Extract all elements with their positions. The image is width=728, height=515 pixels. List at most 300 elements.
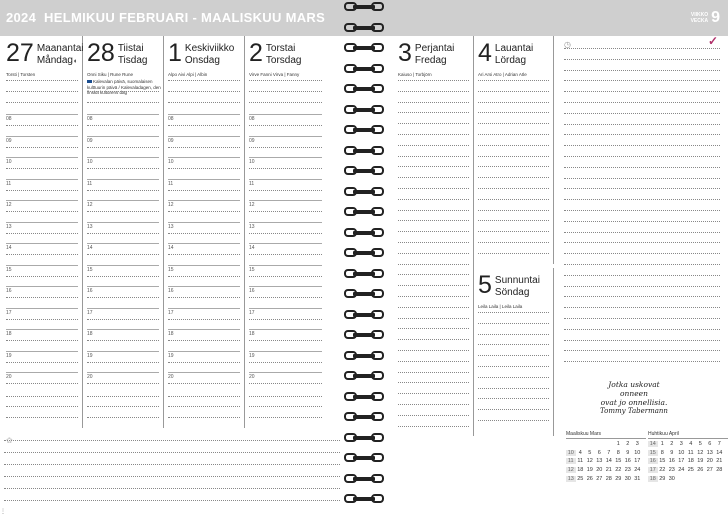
hour-label: 14 (87, 245, 93, 251)
hour-line (249, 179, 322, 180)
day-column (474, 268, 554, 436)
hour-label: 18 (249, 331, 255, 337)
writing-line (398, 372, 469, 373)
half-hour-line (87, 276, 159, 277)
spiral-coil (344, 310, 384, 319)
calendar-title: Maaliskuu Mars (566, 431, 646, 439)
date-cell: 25 (687, 467, 694, 474)
calendar-row (566, 474, 646, 483)
hour-line (87, 200, 159, 201)
date-cell: 21 (605, 467, 612, 474)
hour-label: 16 (249, 288, 255, 294)
half-hour-line (168, 211, 240, 212)
writing-line (6, 80, 78, 81)
week-number-cell: 13 (567, 475, 574, 482)
writing-line (478, 123, 549, 124)
hour-line (87, 222, 159, 223)
hour-label: 11 (6, 180, 12, 187)
date-cell: 24 (634, 467, 641, 474)
hour-label: 11 (87, 180, 93, 187)
quote-line: Jotka uskovat (608, 380, 660, 389)
writing-line (398, 274, 469, 275)
week-number-cell: 17 (649, 467, 656, 474)
spiral-coil (344, 84, 384, 93)
hour-line (249, 200, 322, 201)
hour-line (168, 372, 240, 373)
day-name-sv: Måndag (36, 55, 73, 66)
notes-line (4, 500, 340, 501)
spiral-coil (344, 207, 384, 216)
notes-area (0, 434, 344, 504)
writing-line (87, 91, 159, 92)
half-hour-line (6, 383, 78, 384)
date-cell: 22 (659, 467, 666, 474)
hour-label: 20 (249, 374, 255, 380)
corner-marks: ⋮ (0, 509, 6, 515)
hour-label: 17 (87, 309, 93, 316)
hour-line (168, 114, 240, 115)
day-header (478, 272, 540, 300)
writing-line (398, 328, 469, 329)
date-cell: 3 (635, 441, 639, 448)
hour-label: 15 (249, 266, 255, 273)
hour-label: 08 (87, 116, 93, 122)
hour-line (6, 136, 78, 137)
hour-line (168, 243, 240, 244)
half-hour-line (87, 168, 159, 169)
spiral-bar (353, 456, 375, 460)
quote-line: ovat jo onnellisia. (600, 398, 668, 407)
spiral-bar (353, 395, 375, 399)
week-number-cell: 18 (649, 475, 656, 482)
hour-label: 20 (6, 374, 12, 380)
calendar-row (566, 440, 646, 449)
day-names (266, 40, 302, 67)
hour-label: 11 (249, 180, 255, 187)
date-cell: 6 (708, 441, 712, 448)
week-number-cell: 10 (567, 449, 574, 456)
spiral-coil (344, 64, 384, 73)
hour-label: 12 (168, 202, 174, 208)
writing-line (478, 231, 549, 232)
hour-line (249, 308, 322, 309)
day-column (164, 36, 245, 428)
day-names (495, 272, 540, 299)
hour-line (249, 351, 322, 352)
hour-label: 13 (6, 223, 12, 230)
spiral-bar (353, 477, 375, 481)
writing-line (478, 102, 549, 103)
half-hour-line (87, 319, 159, 320)
writing-line (398, 264, 469, 265)
writing-line (478, 210, 549, 211)
spiral-coil (344, 330, 384, 339)
week-indicator (691, 6, 720, 30)
date-cell: 15 (659, 458, 666, 465)
notes-line (4, 464, 340, 465)
date-cell: 12 (586, 458, 593, 465)
hour-label: 15 (6, 266, 12, 273)
writing-line (478, 112, 549, 113)
date-cell: 13 (596, 458, 603, 465)
spiral-coil (344, 289, 384, 298)
hour-line (6, 308, 78, 309)
writing-line (478, 188, 549, 189)
hour-label: 19 (168, 352, 174, 359)
half-hour-line (249, 276, 322, 277)
writing-line (249, 91, 322, 92)
date-cell: 4 (689, 441, 693, 448)
spiral-coil (344, 228, 384, 237)
writing-line (478, 177, 549, 178)
hour-line (87, 243, 159, 244)
writing-line (87, 396, 159, 397)
writing-line (398, 102, 469, 103)
half-hour-line (87, 362, 159, 363)
date-cell: 17 (634, 458, 641, 465)
spiral-bar (353, 67, 375, 71)
half-hour-line (6, 340, 78, 341)
writing-line (168, 102, 240, 103)
date-cell: 18 (687, 458, 694, 465)
hour-label: 17 (249, 309, 255, 316)
writing-line (398, 242, 469, 243)
day-name-sv: Onsdag (184, 55, 220, 66)
spiral-coil (344, 494, 384, 503)
date-cell: 16 (668, 458, 675, 465)
writing-line (168, 80, 240, 81)
hour-label: 16 (87, 288, 93, 294)
hour-line (168, 157, 240, 158)
writing-line (478, 409, 549, 410)
name-day: Kaiuso | Torbjörn (398, 72, 432, 77)
hour-label: 11 (168, 180, 174, 187)
spiral-bar (353, 251, 375, 255)
spiral-coil (344, 269, 384, 278)
date-cell: 20 (706, 458, 713, 465)
date-cell: 26 (697, 467, 704, 474)
date-cell: 29 (659, 475, 666, 482)
spiral-bar (353, 497, 375, 501)
moon-phase-icon: ◐ (73, 58, 78, 65)
half-hour-line (87, 211, 159, 212)
hour-line (168, 329, 240, 330)
date-cell: 7 (607, 449, 611, 456)
spiral-bar (353, 5, 375, 9)
date-cell: 9 (626, 449, 630, 456)
date-cell: 29 (615, 475, 622, 482)
day-number: 5 (478, 271, 492, 299)
todo-line (564, 113, 720, 114)
hour-label: 12 (87, 202, 93, 208)
date-cell: 24 (678, 467, 685, 474)
spiral-coil (344, 125, 384, 134)
writing-line (398, 296, 469, 297)
spiral-binding (340, 0, 388, 515)
writing-line (398, 339, 469, 340)
writing-line (478, 355, 549, 356)
calendar-row (648, 474, 728, 483)
hour-label: 20 (168, 374, 174, 380)
writing-line (249, 102, 322, 103)
date-cell: 13 (706, 449, 713, 456)
hour-line (249, 243, 322, 244)
hour-line (6, 286, 78, 287)
date-cell: 11 (687, 449, 694, 456)
hour-line (6, 265, 78, 266)
writing-line (398, 199, 469, 200)
date-cell: 2 (670, 441, 674, 448)
date-cell: 27 (596, 475, 603, 482)
hour-line (249, 136, 322, 137)
hour-label: 16 (6, 288, 12, 294)
half-hour-line (249, 362, 322, 363)
writing-line (398, 134, 469, 135)
writing-line (398, 166, 469, 167)
writing-line (87, 102, 159, 103)
notes-line (4, 488, 340, 489)
checkmark-icon: ✓ (707, 34, 718, 48)
date-cell: 31 (634, 475, 641, 482)
notes-line (4, 440, 340, 441)
todo-line (564, 178, 720, 179)
date-cell: 1 (660, 441, 664, 448)
calendar-row (648, 466, 728, 475)
writing-line (398, 307, 469, 308)
hour-label: 18 (6, 331, 12, 337)
writing-line (398, 123, 469, 124)
todo-line (564, 307, 720, 308)
calendar-row (648, 457, 728, 466)
writing-line (478, 398, 549, 399)
hour-label: 14 (168, 245, 174, 251)
writing-line (398, 426, 469, 427)
spiral-coil (344, 166, 384, 175)
spiral-coil (344, 2, 384, 11)
date-cell: 19 (697, 458, 704, 465)
spiral-coil (344, 43, 384, 52)
left-page (0, 36, 344, 515)
day-name-fi: Lauantai (494, 43, 534, 54)
hour-label: 13 (249, 223, 255, 230)
hour-line (168, 286, 240, 287)
date-cell: 28 (716, 467, 723, 474)
hour-line (6, 329, 78, 330)
writing-line (478, 366, 549, 367)
date-cell: 28 (605, 475, 612, 482)
spiral-bar (353, 26, 375, 30)
half-hour-line (6, 362, 78, 363)
calendar-row (566, 457, 646, 466)
leaf-icon: ✿ (6, 436, 13, 445)
half-hour-line (168, 319, 240, 320)
hour-line (249, 114, 322, 115)
todo-line (564, 102, 720, 103)
hour-label: 10 (249, 159, 255, 165)
date-cell: 20 (596, 467, 603, 474)
day-number: 1 (168, 39, 182, 67)
day-header (168, 40, 234, 68)
date-cell: 2 (626, 441, 630, 448)
todo-line (564, 253, 720, 254)
hour-label: 10 (168, 159, 174, 165)
day-number: 28 (87, 39, 115, 67)
date-cell: 11 (577, 458, 584, 465)
hour-label: 14 (249, 245, 255, 251)
writing-line (398, 80, 469, 81)
hour-label: 19 (6, 352, 12, 359)
hour-line (168, 179, 240, 180)
day-number: 4 (478, 39, 492, 67)
day-number: 27 (6, 39, 34, 67)
hour-label: 15 (87, 266, 93, 273)
writing-line (398, 382, 469, 383)
date-cell: 22 (615, 467, 622, 474)
date-cell: 27 (706, 467, 713, 474)
calendar-title: Huhtikuu April (648, 431, 728, 439)
hour-label: 08 (249, 116, 255, 122)
writing-line (398, 285, 469, 286)
date-cell: 23 (668, 467, 675, 474)
spiral-bar (353, 313, 375, 317)
todo-line (564, 59, 720, 60)
todo-line (564, 340, 720, 341)
date-cell: 10 (678, 449, 685, 456)
hour-line (249, 157, 322, 158)
date-cell: 8 (616, 449, 620, 456)
half-hour-line (168, 254, 240, 255)
writing-line (398, 393, 469, 394)
writing-line (398, 415, 469, 416)
half-hour-line (6, 254, 78, 255)
writing-line (398, 145, 469, 146)
right-page (384, 36, 728, 515)
todo-line (564, 264, 720, 265)
week-number: 9 (711, 9, 720, 26)
hour-line (87, 351, 159, 352)
hour-line (168, 200, 240, 201)
day-name-sv: Fredag (414, 55, 447, 66)
day-name-sv: Söndag (494, 287, 530, 298)
name-day: Onni Siku | Rune Rune (87, 72, 133, 77)
writing-line (249, 417, 322, 418)
day-name-sv: Torsdag (265, 55, 302, 66)
day-column (245, 36, 326, 428)
half-hour-line (168, 276, 240, 277)
flag-icon (87, 80, 92, 83)
spiral-coil (344, 474, 384, 483)
date-cell: 19 (586, 467, 593, 474)
day-column (83, 36, 164, 428)
spiral-bar (353, 108, 375, 112)
calendar-row (648, 440, 728, 449)
notes-line (4, 476, 340, 477)
day-header (87, 40, 147, 68)
writing-line (478, 91, 549, 92)
date-cell: 15 (615, 458, 622, 465)
day-number: 3 (398, 39, 412, 67)
half-hour-line (87, 233, 159, 234)
day-names (185, 40, 234, 67)
todo-line (564, 70, 720, 71)
calendar-row (566, 449, 646, 458)
hour-line (168, 222, 240, 223)
hour-label: 19 (249, 352, 255, 359)
writing-line (398, 210, 469, 211)
week-number-cell: 11 (567, 458, 574, 465)
hour-line (168, 136, 240, 137)
day-name-fi: Torstai (265, 43, 296, 54)
writing-line (168, 406, 240, 407)
hour-line (249, 286, 322, 287)
date-cell: 18 (577, 467, 584, 474)
hour-label: 12 (249, 202, 255, 208)
half-hour-line (249, 147, 322, 148)
spiral-coil (344, 187, 384, 196)
half-hour-line (168, 362, 240, 363)
day-name-fi: Sunnuntai (494, 275, 540, 286)
half-hour-line (168, 125, 240, 126)
writing-line (6, 417, 78, 418)
spiral-bar (353, 415, 375, 419)
writing-line (249, 406, 322, 407)
todo-line (564, 318, 720, 319)
hour-label: 08 (168, 116, 174, 122)
hour-line (168, 265, 240, 266)
half-hour-line (6, 190, 78, 191)
name-day: Virve Fanni Virva | Fanny (249, 72, 300, 77)
todo-line (564, 156, 720, 157)
name-day: Ari Arsi Atro | Adrian Atle (478, 72, 527, 77)
half-hour-line (6, 147, 78, 148)
writing-line (478, 334, 549, 335)
todo-line (564, 275, 720, 276)
hour-label: 17 (168, 309, 174, 316)
writing-line (87, 406, 159, 407)
date-cell: 6 (597, 449, 601, 456)
half-hour-line (249, 190, 322, 191)
mini-calendar (648, 431, 728, 483)
spiral-bar (353, 272, 375, 276)
todo-line (564, 80, 720, 81)
hour-line (87, 157, 159, 158)
spiral-coil (344, 248, 384, 257)
half-hour-line (87, 190, 159, 191)
hour-line (87, 136, 159, 137)
date-cell: 1 (616, 441, 620, 448)
writing-line (168, 417, 240, 418)
half-hour-line (6, 297, 78, 298)
calendar-row (566, 466, 646, 475)
hour-label: 13 (168, 223, 174, 230)
spiral-bar (353, 190, 375, 194)
hour-label: 19 (87, 352, 93, 359)
spiral-coil (344, 146, 384, 155)
half-hour-line (87, 340, 159, 341)
writing-line (478, 145, 549, 146)
day-name-sv: Tisdag (117, 55, 148, 66)
week-label (691, 12, 709, 24)
day-column (474, 36, 554, 264)
todo-line (564, 188, 720, 189)
half-hour-line (87, 125, 159, 126)
spiral-coil (344, 412, 384, 421)
hour-label: 08 (6, 116, 12, 122)
writing-line (478, 134, 549, 135)
half-hour-line (6, 319, 78, 320)
hour-label: 14 (6, 245, 12, 251)
writing-line (398, 91, 469, 92)
